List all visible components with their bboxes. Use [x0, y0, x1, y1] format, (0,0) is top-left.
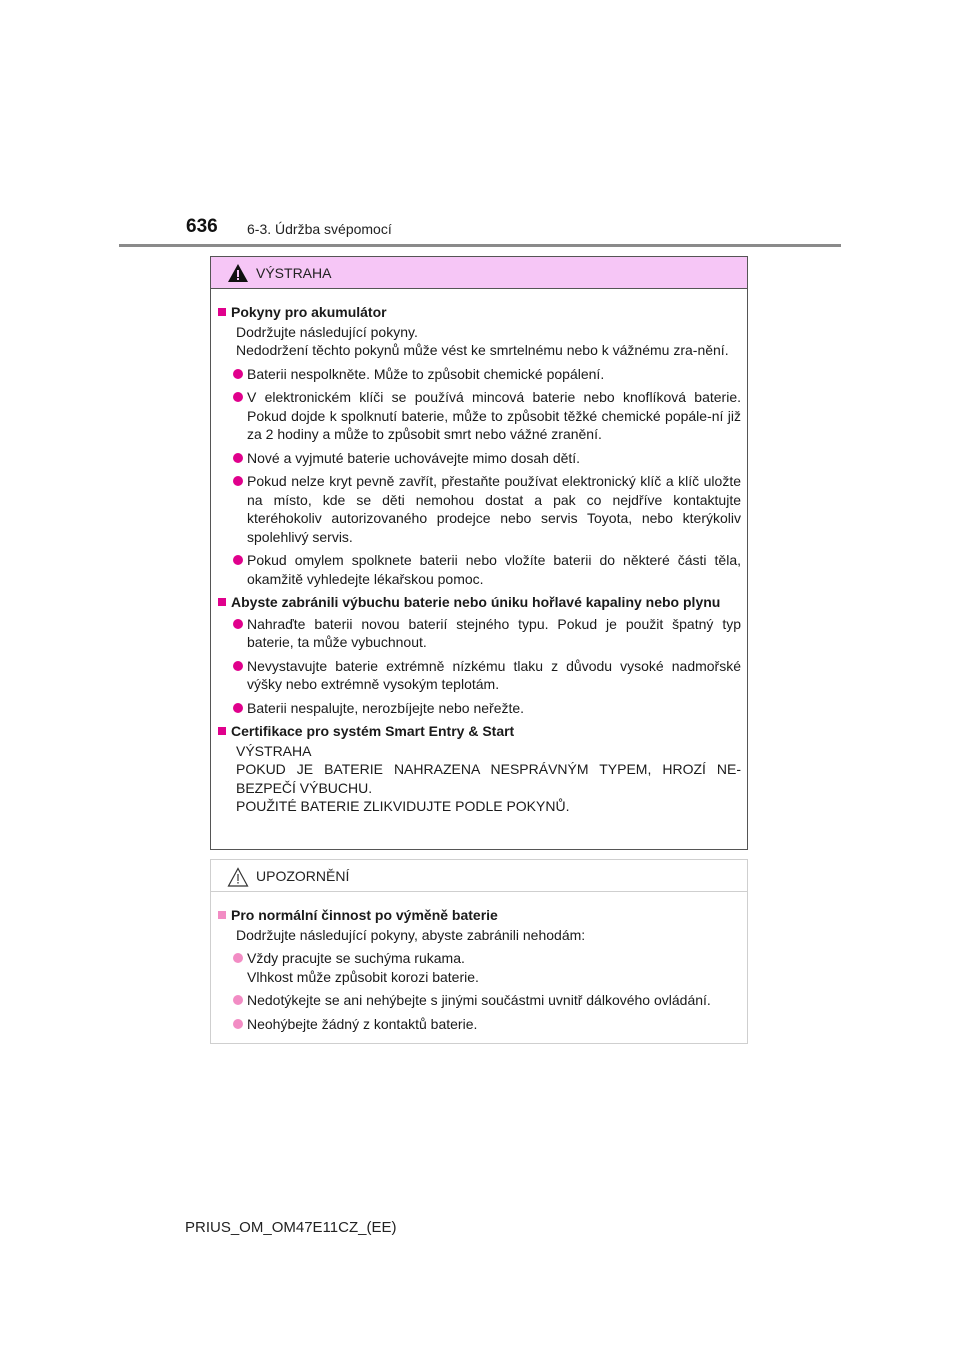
round-bullet-icon: [233, 476, 243, 486]
warning-bullet: Pokud nelze kryt pevně zavřít, přestaňte používat elektronický klíč a klíč uložte na místo, kde se děti nemohou dostat a pak co nejdříve kontaktujte kteréhokoliv autorizovaného prodejce nebo servis Toyota, nebo kterýkoliv spolehlivý servis.: [217, 472, 741, 546]
caution-header: [211, 860, 747, 892]
square-bullet-icon: [218, 911, 226, 919]
caution-text: Dodržujte následující pokyny, abyste zabránili nehodám:: [236, 926, 586, 943]
warning-heading-battery-instructions: Pokyny pro akumulátor: [217, 303, 741, 322]
caution-bullet: Nedotýkejte se ani nehýbejte s jinými součástmi uvnitř dálkového ovládání.: [217, 991, 741, 1010]
round-bullet-icon: [233, 392, 243, 402]
caution-bullet: Vždy pracujte se suchýma rukama. Vlhkost může způsobit korozi baterie.: [217, 949, 741, 986]
round-bullet-icon: [233, 661, 243, 671]
caution-bullet: Neohýbejte žádný z kontaktů baterie.: [217, 1015, 741, 1034]
warning-title: VÝSTRAHA: [256, 265, 332, 281]
round-bullet-icon: [233, 453, 243, 463]
square-bullet-icon: [218, 598, 226, 606]
round-bullet-icon: [233, 703, 243, 713]
warning-text: Nedodržení těchto pokynů může vést ke smrtelnému nebo k vážnému zra-nění.: [236, 342, 729, 358]
warning-heading-explosion: Abyste zabránili výbuchu baterie nebo úniku hořlavé kapaliny nebo plynu: [217, 593, 741, 612]
warning-bullet: Baterii nespolkněte. Může to způsobit chemické popálení.: [217, 365, 741, 384]
caution-heading: Pro normální činnost po výměně baterie: [217, 906, 741, 925]
warning-header: [211, 257, 747, 289]
warning-text: Dodržujte následující pokyny.: [236, 323, 418, 340]
warning-text: POUŽITÉ BATERIE ZLIKVIDUJTE PODLE POKYNŮ.: [236, 798, 570, 814]
section-title: 6-3. Údržba svépomocí: [247, 221, 392, 237]
round-bullet-icon: [233, 1019, 243, 1029]
square-bullet-icon: [218, 308, 226, 316]
round-bullet-icon: [233, 619, 243, 629]
round-bullet-icon: [233, 555, 243, 565]
warning-bullet: V elektronickém klíči se používá mincová baterie nebo knoflíková baterie. Pokud dojde k spolknutí baterie, může to způsobit těžké chemické popále-ní již za 2 hodiny a může to způsobit smrt nebo vážné zranění.: [217, 388, 741, 444]
warning-triangle-icon: [227, 263, 249, 283]
warning-bullet: Nevystavujte baterie extrémně nízkému tlaku z důvodu vysoké nadmořské výšky nebo extrémně vysokým teplotám.: [217, 657, 741, 694]
warning-text: POKUD JE BATERIE NAHRAZENA NESPRÁVNÝM TYPEM, HROZÍ NE-BEZPEČÍ VÝBUCHU.: [236, 761, 741, 796]
warning-box: [210, 256, 748, 850]
warning-heading-certification: Certifikace pro systém Smart Entry & Start: [217, 722, 741, 741]
caution-triangle-icon: [227, 867, 249, 887]
warning-text: VÝSTRAHA: [236, 742, 312, 759]
caution-title: UPOZORNĚNÍ: [256, 868, 350, 884]
warning-bullet: Nové a vyjmuté baterie uchovávejte mimo dosah dětí.: [217, 449, 741, 468]
round-bullet-icon: [233, 369, 243, 379]
warning-bullet: Nahraďte baterii novou baterií stejného typu. Pokud je použit špatný typ baterie, ta může vybuchnout.: [217, 615, 741, 652]
square-bullet-icon: [218, 727, 226, 735]
caution-box: [210, 859, 748, 1044]
warning-bullet: Baterii nespalujte, nerozbíjejte nebo neřežte.: [217, 699, 741, 718]
round-bullet-icon: [233, 995, 243, 1005]
round-bullet-icon: [233, 953, 243, 963]
warning-bullet: Pokud omylem spolknete baterii nebo vložíte baterii do některé části těla, okamžitě vyhledejte lékařskou pomoc.: [217, 551, 741, 588]
header-rule: [119, 244, 841, 247]
page-number: 636: [186, 216, 218, 237]
document-code: PRIUS_OM_OM47E11CZ_(EE): [185, 1219, 397, 1236]
